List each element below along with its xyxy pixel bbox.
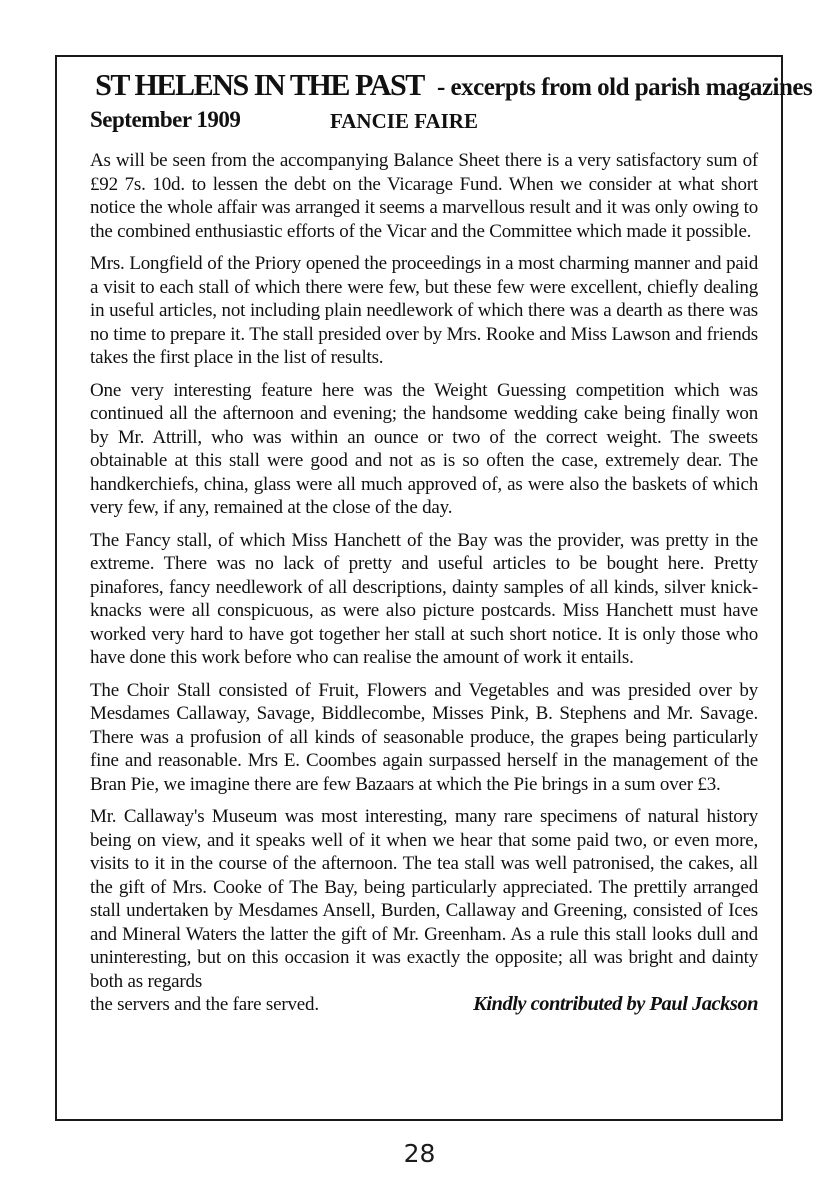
paragraph-weight-guessing: One very interesting feature here was the Weight Guessing competition which was continued all the afternoon and evening; the handsome wedding cake being finally won by Mr. Attrill, who was within an ounce or two of the correct weight. The sweets obtainable at this stall were good and not as is so often the case, extremely dear. The handkerchiefs, china, glass were all much approved of, as were also the baskets of which very few, if any, remained at the close of the day. xyxy=(90,379,758,518)
paragraph-museum: Mr. Callaway's Museum was most interesting, many rare specimens of natural history being on view, and it speaks well of it when we hear that some paid two, or even more, visits to it in the course of the afternoon. The tea stall was well patronised, the cakes, all the gift of Mrs. Cooke of The Bay, being particularly appreciated. The prettily arranged stall undertaken by Mesdames Ansell, Burden, Callaway and Greening, consisted of Ices and Mineral Waters the latter the gift of Mr. Greenham. As a rule this stall looks dull and uninteresting, but on this occasion it was exactly the opposite; all was bright and dainty both as regards xyxy=(90,806,758,992)
paragraph-choir-stall: The Choir Stall consisted of Fruit, Flowers and Vegetables and was presided over by Mesdames Callaway, Savage, Biddlecombe, Misses Pink, B. Stephens and Mr. Savage. There was a profusion of all kinds of seasonable produce, the grapes being particularly fine and reasonable. Mrs E. Coombes again surpassed herself in the management of the Bran Pie, we imagine there are few Bazaars at which the Pie brings in a sum over £3. xyxy=(90,679,758,795)
paragraph-balance-sheet: As will be seen from the accompanying Balance Sheet there is a very satisfactory sum of £92 7s. 10d. to lessen the debt on the Vicarage Fund. When we consider at what short notice the whole affair was arranged it seems a marvellous result and it was only owing to the combined enthusiastic efforts of the Vicar and the Committee which made it possible. xyxy=(90,150,758,242)
paragraph-fancy-stall: The Fancy stall, of which Miss Hanchett of the Bay was the provider, was pretty in the extreme. There was no lack of pretty and useful articles to be bought here. Pretty pinafores, fancy needlework of all descriptions, dainty samples of all kinds, silver knick-knacks were all conspicuous, as were also picture postcards. Miss Hanchett must have worked very hard to have got together her stall at such short notice. It is only those who have done this work before who can realise the amount of work it entails. xyxy=(90,529,758,668)
attribution: Kindly contributed by Paul Jackson xyxy=(473,993,758,1015)
article-title: ST HELENS IN THE PAST xyxy=(95,67,424,102)
event-title: FANCIE FAIRE xyxy=(330,109,478,133)
article-subheader xyxy=(90,107,758,141)
issue-date: September 1909 xyxy=(90,107,241,132)
article-subtitle: - excerpts from old parish magazines xyxy=(436,74,813,101)
article-border-box xyxy=(55,55,813,1121)
article-header xyxy=(90,67,813,103)
closing-row xyxy=(90,993,758,1017)
page-number: 28 xyxy=(403,1139,436,1168)
closing-line: the servers and the fare served. xyxy=(90,994,319,1015)
paragraph-opening: Mrs. Longfield of the Priory opened the proceedings in a most charming manner and paid a visit to each stall of which there were few, but these few were excellent, chiefly dealing in useful articles, not including plain needlework of which there was a dearth as there was no time to prepare it. The stall presided over by Mrs. Rooke and Miss Lawson and friends takes the first place in the list of results. xyxy=(90,253,758,368)
